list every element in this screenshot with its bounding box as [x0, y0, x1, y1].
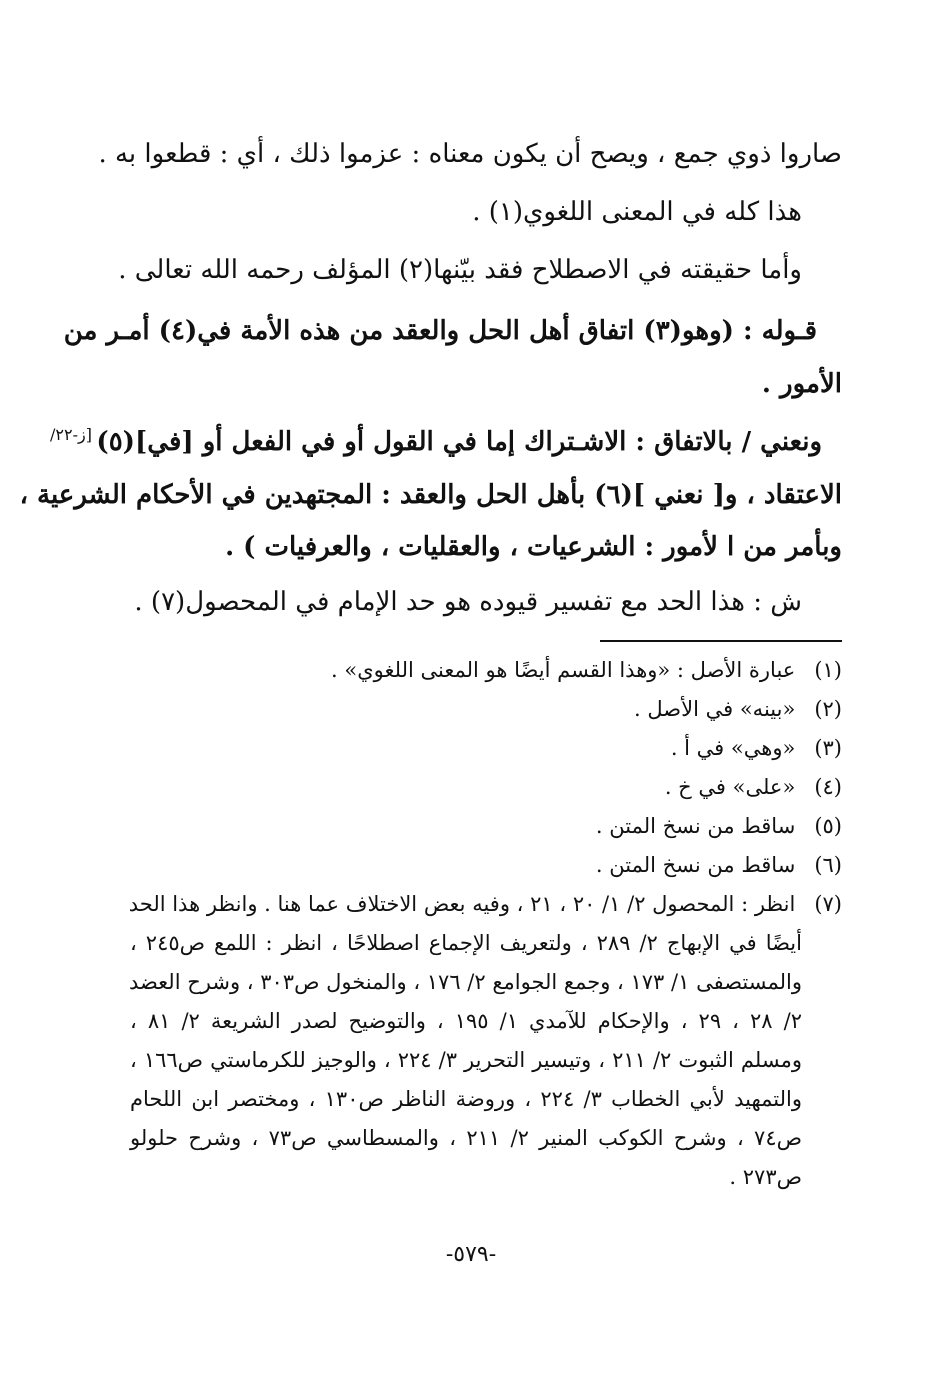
footnote-number: (٢) — [814, 697, 842, 721]
footnote-number: (٦) — [814, 853, 842, 877]
footnote-text: ساقط من نسخ المتن . — [595, 853, 796, 877]
footnote-5 — [130, 811, 842, 841]
body-line-9: ش : هذا الحد مع تفسير قيوده هو حد الإمام في المحصول(٧) . — [134, 587, 802, 617]
footnote-7-continuation: ٢/ ٢٨ ، ٢٩ ، والإحكام للآمدي ١/ ١٩٥ ، والتوضيح لصدر الشريعة ٢/ ٨١ ، — [130, 1009, 802, 1033]
footnote-number: (١) — [814, 658, 842, 682]
footnote-number: (٤) — [814, 775, 842, 799]
margin-note: [ز-٢٢/ — [50, 425, 92, 444]
body-line-3: وأما حقيقته في الاصطلاح فقد بيّنها(٢) المؤلف رحمه الله تعالى . — [118, 255, 802, 285]
body-line-2: هذا كله في المعنى اللغوي(١) . — [472, 197, 802, 227]
body-line-8: وبأمر من ا لأمور : الشرعيات ، والعقليات ، والعرفيات ) . — [225, 532, 842, 562]
footnote-7-continuation: والمستصفى ١/ ١٧٣ ، وجمع الجوامع ٢/ ١٧٦ ، والمنخول ص٣٠٣ ، وشرح العضد — [128, 970, 802, 994]
footnote-4 — [130, 772, 842, 802]
footnote-separator — [600, 640, 842, 642]
body-line-4: قـوله : (وهو(٣) اتفاق أهل الحل والعقد من هذه الأمة في(٤) أمـر من — [63, 316, 817, 346]
body-line-6: ونعني / بالاتفاق : الاشـتراك إما في القول أو في الفعل أو [في](٥) — [96, 427, 822, 457]
footnote-7-continuation: والتمهيد لأبي الخطاب ٣/ ٢٢٤ ، وروضة الناظر ص١٣٠ ، ومختصر ابن اللحام — [130, 1087, 802, 1111]
footnote-text: ساقط من نسخ المتن . — [595, 814, 796, 838]
footnote-2 — [130, 694, 842, 724]
footnote-number: (٧) — [814, 892, 842, 916]
footnote-7-continuation: ص٧٤ ، وشرح الكوكب المنير ٢/ ٢١١ ، والمسطاسي ص٧٣ ، وشرح حلولو — [130, 1126, 802, 1150]
footnote-7-continuation: ومسلم الثبوت ٢/ ٢١١ ، وتيسير التحرير ٣/ ٢٢٤ ، والوجيز للكرماستي ص١٦٦ ، — [130, 1048, 802, 1072]
body-line-1: صاروا ذوي جمع ، ويصح أن يكون معناه : عزموا ذلك ، أي : قطعوا به . — [98, 139, 842, 169]
footnote-7 — [130, 889, 842, 919]
page-number: -٥٧٩- — [445, 1242, 497, 1267]
footnote-text: «بينه» في الأصل . — [634, 697, 796, 721]
footnote-6 — [130, 850, 842, 880]
footnote-number: (٣) — [814, 736, 842, 760]
footnote-number: (٥) — [814, 814, 842, 838]
footnote-7-continuation: ص٢٧٣ . — [729, 1165, 802, 1189]
body-line-5: الأمور . — [761, 369, 842, 399]
footnote-text: «على» في خ . — [664, 775, 796, 799]
footnote-text: «وهي» في أ . — [670, 736, 796, 760]
footnote-7-continuation: أيضًا في الإبهاج ٢/ ٢٨٩ ، ولتعريف الإجماع اصطلاحًا ، انظر : اللمع ص٢٤٥ ، — [130, 931, 802, 955]
footnote-1 — [130, 655, 842, 685]
body-line-7: الاعتقاد ، و[ نعني ](٦) بأهل الحل والعقد : المجتهدين في الأحكام الشرعية ، — [19, 480, 842, 510]
footnote-text: انظر : المحصول ٢/ ١/ ٢٠ ، ٢١ ، وفيه بعض الاختلاف عما هنا . وانظر هذا الحد — [128, 892, 796, 916]
footnote-3 — [130, 733, 842, 763]
footnote-text: عبارة الأصل : «وهذا القسم أيضًا هو المعنى اللغوي» . — [331, 658, 796, 682]
